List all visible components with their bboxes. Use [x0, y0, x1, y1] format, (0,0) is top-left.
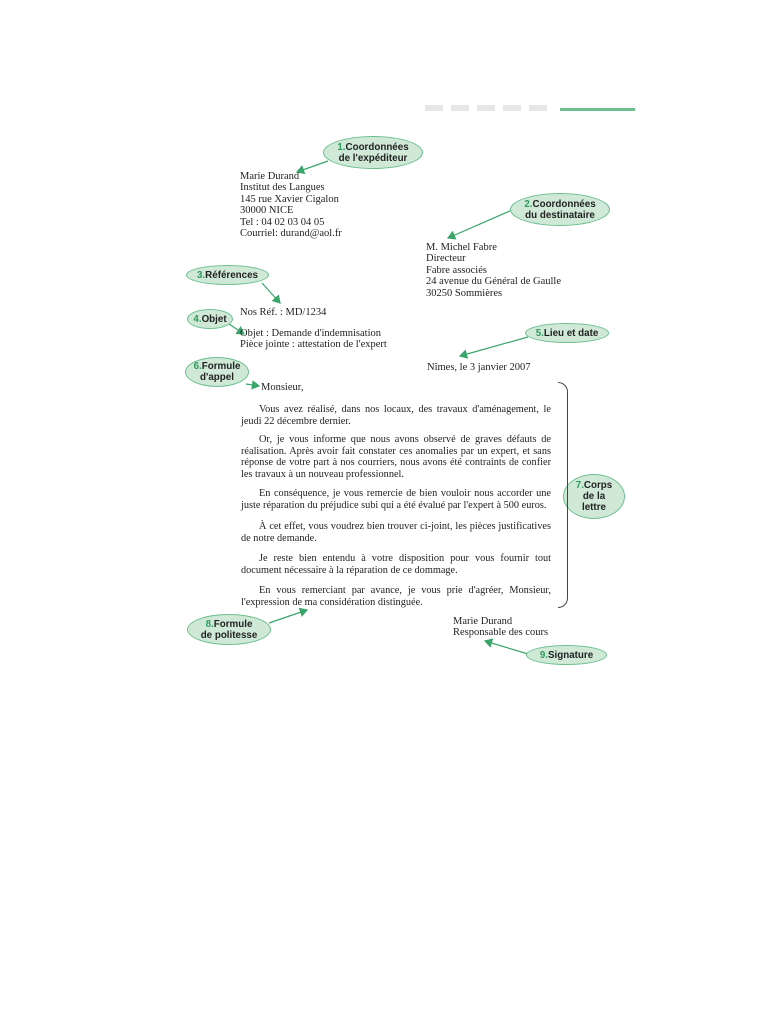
salutation: Monsieur,	[261, 382, 304, 393]
signature-block	[453, 616, 548, 639]
signature-name: Marie Durand	[453, 616, 513, 627]
body-paragraph-1: Vous avez réalisé, dans nos locaux, des travaux d'aménagement, le jeudi 22 décembre dernier.	[241, 404, 551, 427]
arrow-lieu-date	[460, 337, 528, 356]
reference-line: Nos Réf. : MD/1234	[240, 307, 327, 318]
arrow-signature	[485, 641, 528, 654]
sender-name: Marie Durand	[240, 171, 300, 182]
attachment-line: Pièce jointe : attestation de l'expert	[240, 339, 387, 351]
sender-org: Institut des Langues	[240, 182, 325, 194]
arrow-references	[262, 283, 280, 303]
recipient-title: Directeur	[426, 253, 466, 265]
label-formule-politesse: 8.Formule de politesse	[187, 614, 271, 645]
sender-tel: Tel : 04 02 03 04 05	[240, 216, 325, 228]
label-references: 3.Références	[186, 265, 269, 285]
label-signature: 9.Signature	[526, 645, 607, 665]
body-paragraph-3: En conséquence, je vous remercie de bien vouloir nous accorder une juste réparation du préjudice subi qui a été évalué par l'expert à 500 euros.	[241, 488, 551, 511]
label-coordonnees-destinataire: 2.Coordonnées du destinataire	[510, 193, 610, 226]
arrow-destinataire	[448, 210, 512, 238]
recipient-company: Fabre associés	[426, 264, 487, 276]
label-lieu-date: 5.Lieu et date	[525, 323, 609, 343]
object-block	[240, 328, 387, 351]
body-paragraph-2: Or, je vous informe que nous avons observé de graves défauts de réalisation. Après avoir fait constater ces anomalies par un expert, et sans réponse de votre part à nos courriers, nous avons été contraints de confier les travaux à un nouveau professionnel.	[241, 434, 551, 480]
arrow-formule-politesse	[269, 610, 307, 623]
body-paragraph-4: À cet effet, vous voudrez bien trouver ci-joint, les pièces justificatives de notre demande.	[241, 521, 551, 544]
recipient-address	[426, 242, 561, 299]
label-coordonnees-expediteur: 1.Coordonnées de l'expéditeur	[323, 136, 423, 169]
object-line: Objet : Demande d'indemnisation	[240, 328, 381, 339]
sender-city: 30000 NICE	[240, 205, 294, 217]
recipient-street: 24 avenue du Général de Gaulle	[426, 276, 561, 288]
signature-role: Responsable des cours	[453, 627, 549, 639]
recipient-city: 30250 Sommières	[426, 287, 503, 299]
label-corps-lettre: 7.Corps de la lettre	[563, 474, 625, 519]
label-objet: 4.Objet	[187, 309, 233, 329]
body-brace	[558, 382, 568, 608]
recipient-name: M. Michel Fabre	[426, 242, 497, 253]
sender-address	[240, 171, 342, 239]
label-formule-appel: 6.Formule d'appel	[185, 357, 249, 387]
body-paragraph-6: En vous remerciant par avance, je vous prie d'agréer, Monsieur, l'expression de ma considération distinguée.	[241, 585, 551, 608]
sender-street: 145 rue Xavier Cigalon	[240, 193, 339, 205]
sender-email: Courriel: durand@aol.fr	[240, 228, 342, 240]
body-paragraph-5: Je reste bien entendu à votre disposition pour vous fournir tout document nécessaire à la réparation de ce dommage.	[241, 553, 551, 576]
place-date: Nîmes, le 3 janvier 2007	[427, 362, 531, 373]
arrow-formule-appel	[246, 384, 259, 386]
